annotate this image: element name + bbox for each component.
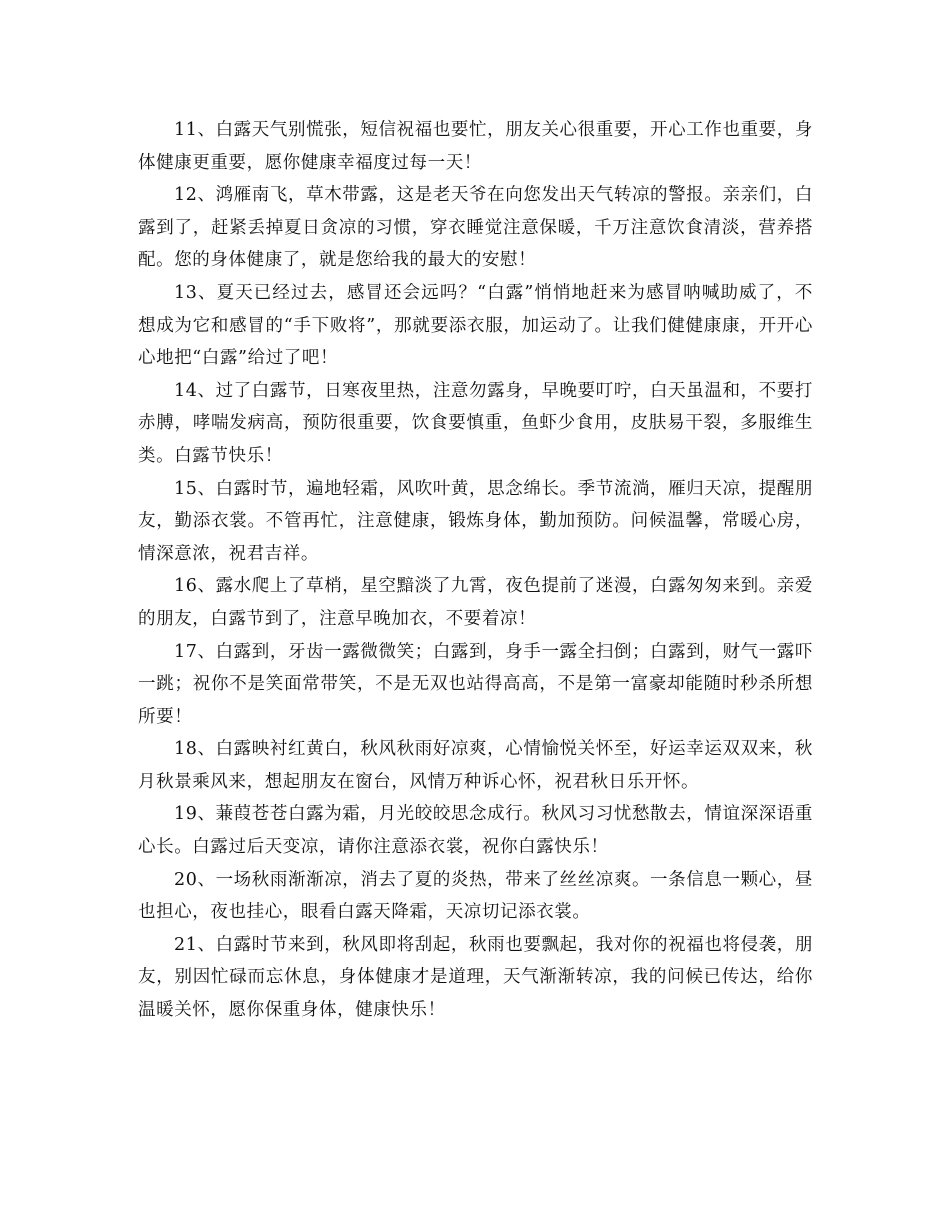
paragraph-13: 13、夏天已经过去，感冒还会远吗？“白露”悄悄地赶来为感冒呐喊助威了，不想成为它和感冒的“手下败将”，那就要添衣服，加运动了。让我们健健康康，开开心心地把“白露”给过了吧！	[138, 282, 813, 369]
paragraph-15: 15、白露时节，遍地轻霜，风吹叶黄，思念绵长。季节流淌，雁归天凉，提醒朋友，勤添衣裳。不管再忙，注意健康，锻炼身体，勤加预防。问候温馨，常暖心房，情深意浓，祝君吉祥。	[138, 478, 813, 564]
paragraph-20: 20、一场秋雨渐渐凉，消去了夏的炎热，带来了丝丝凉爽。一条信息一颗心，昼也担心，夜也挂心，眼看白露天降霜，天凉切记添衣裳。	[138, 869, 813, 923]
paragraph-21: 21、白露时节来到，秋风即将刮起，秋雨也要飘起，我对你的祝福也将侵袭，朋友，别因忙碌而忘休息，身体健康才是道理，天气渐渐转凉，我的问候已传达，给你温暖关怀，愿你保重身体，健康快乐！	[138, 934, 813, 1021]
paragraph-12: 12、鸿雁南飞，草木带露，这是老天爷在向您发出天气转凉的警报。亲亲们，白露到了，赶紧丢掉夏日贪凉的习惯，穿衣睡觉注意保暖，千万注意饮食清淡，营养搭配。您的身体健康了，就是您给我的最大的安慰！	[138, 185, 813, 271]
paragraph-16: 16、露水爬上了草梢，星空黯淡了九霄，夜色提前了迷漫，白露匆匆来到。亲爱的朋友，白露节到了，注意早晚加衣，不要着凉！	[138, 576, 813, 629]
paragraph-19: 19、蒹葭苍苍白露为霜，月光皎皎思念成行。秋风习习忧愁散去，情谊深深语重心长。白露过后天变凉，请你注意添衣裳，祝你白露快乐！	[138, 804, 813, 858]
paragraph-14: 14、过了白露节，日寒夜里热，注意勿露身，早晚要叮咛，白天虽温和，不要打赤膊，哮喘发病高，预防很重要，饮食要慎重，鱼虾少食用，皮肤易干裂，多服维生类。白露节快乐！	[138, 380, 813, 466]
paragraph-11: 11、白露天气别慌张，短信祝福也要忙，朋友关心很重要，开心工作也重要，身体健康更重要，愿你健康幸福度过每一天！	[138, 120, 813, 173]
document-body	[138, 114, 813, 1027]
paragraph-18: 18、白露映衬红黄白，秋风秋雨好凉爽，心情愉悦关怀至，好运幸运双双来，秋月秋景乘风来，想起朋友在窗台，风情万种诉心怀，祝君秋日乐开怀。	[138, 739, 813, 792]
paragraph-17: 17、白露到，牙齿一露微微笑；白露到，身手一露全扫倒；白露到，财气一露吓一跳；祝你不是笑面常带笑，不是无双也站得高高，不是第一富豪却能随时秒杀所想所要！	[138, 641, 813, 727]
